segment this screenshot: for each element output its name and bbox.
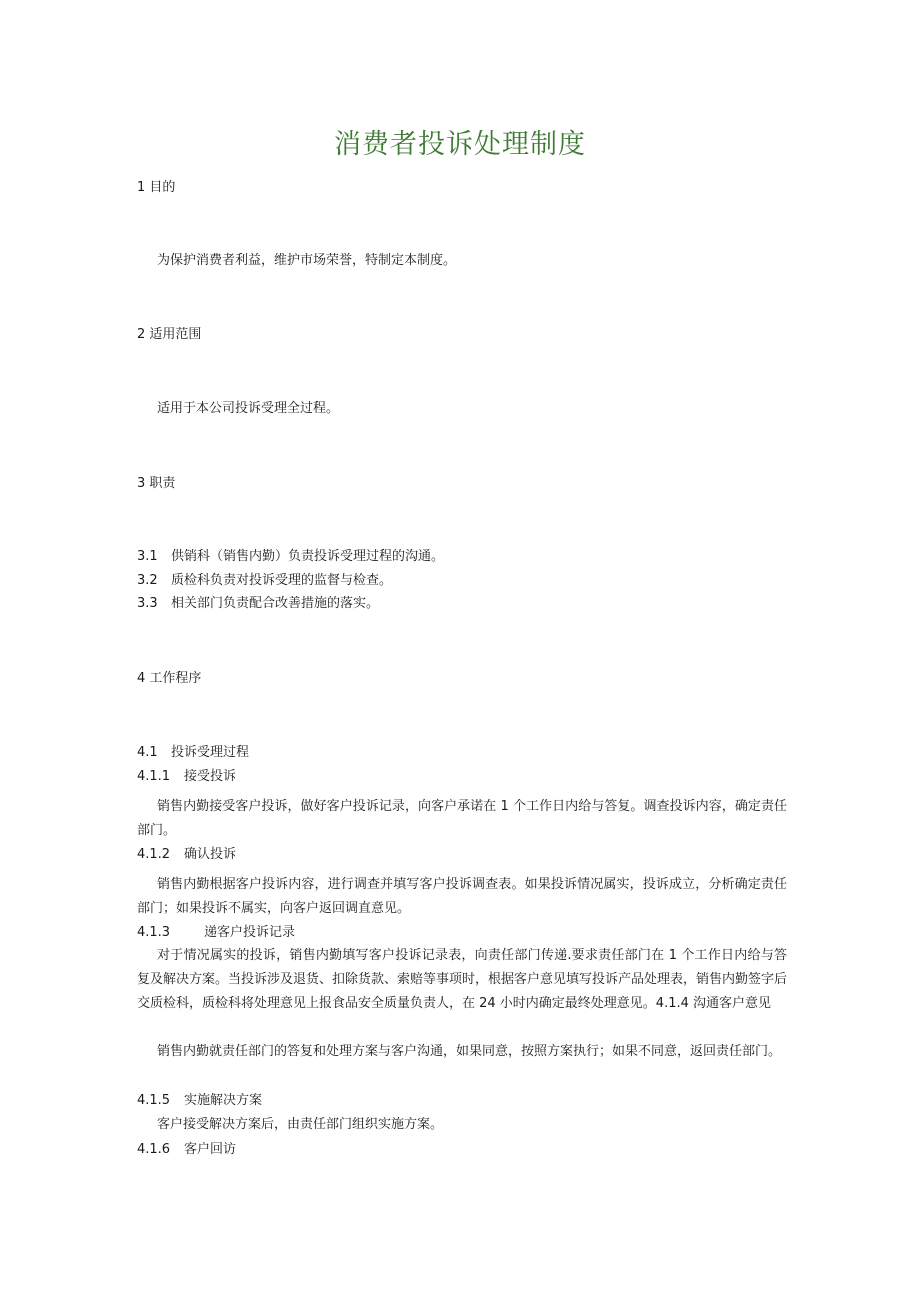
subsection-4-1-1 (137, 768, 236, 786)
item-text: 递客户投诉记录 (204, 925, 296, 940)
item-text: 客户回访 (184, 1142, 237, 1157)
subsection-4-1-4-text: 销售内勤就责任部门的答复和处理方案与客户沟通，如果同意，按照方案执行；如果不同意，返回责任部门。 (157, 1044, 782, 1059)
section-1-heading: 1 目的 (137, 180, 176, 195)
subsection-4-1-2 (137, 846, 236, 864)
section-3-item (137, 572, 392, 590)
item-number: 3.2 (137, 573, 158, 588)
section-3-heading: 3 职责 (137, 476, 176, 491)
section-2-heading: 2 适用范围 (137, 327, 202, 342)
section-2-text: 适用于本公司投诉受理全过程。 (157, 401, 340, 416)
item-number: 4.1.6 (137, 1142, 171, 1157)
item-text: 供销科（销售内勤）负责投诉受理过程的沟通。 (171, 549, 445, 564)
item-text: 实施解决方案 (184, 1093, 263, 1108)
item-number: 4.1 (137, 745, 158, 760)
subsection-4-1-6 (137, 1141, 236, 1159)
subsection-4-1-3 (137, 924, 295, 942)
item-text: 接受投诉 (184, 769, 237, 784)
page-title: 消费者投诉处理制度 (334, 129, 586, 160)
item-number: 4.1.3 (137, 925, 171, 940)
subsection-4-1-1-text: 销售内勤接受客户投诉，做好客户投诉记录，向客户承诺在 1 个工作日内给与答复。调查投诉内容，确定责任部门。 (137, 799, 787, 838)
section-3-item (137, 595, 379, 613)
section-1-text: 为保护消费者利益，维护市场荣誉，特制定本制度。 (157, 253, 457, 268)
section-4-heading: 4 工作程序 (137, 671, 202, 686)
subsection-4-1-5-text: 客户接受解决方案后，由责任部门组织实施方案。 (157, 1117, 444, 1132)
item-text: 相关部门负责配合改善措施的落实。 (171, 596, 380, 611)
subsection-4-1 (137, 744, 249, 762)
section-3-item (137, 548, 444, 566)
item-number: 4.1.2 (137, 847, 171, 862)
subsection-4-1-2-text: 销售内勤根据客户投诉内容，进行调查并填写客户投诉调查表。如果投诉情况属实，投诉成立，分析确定责任部门；如果投诉不属实，向客户返回调直意见。 (137, 877, 787, 916)
item-text: 质检科负责对投诉受理的监督与检查。 (171, 573, 393, 588)
subsection-4-1-3-text: 对于情况属实的投诉，销售内勤填写客户投诉记录表，向责任部门传递.要求责任部门在 1 个工作日内给与答复及解决方案。当投诉涉及退货、扣除货款、索赔等事项时，根据客户意见填写投诉产品处理表，销售内勤签字后交质检科，质检科将处理意见上报食品安全质量负责人，在 24 小时内确定最终处理意见。4.1.4 沟通客户意见 (137, 948, 788, 1011)
subsection-4-1-5 (137, 1092, 262, 1110)
item-number: 3.1 (137, 549, 158, 564)
item-number: 4.1.5 (137, 1093, 171, 1108)
item-number: 4.1.1 (137, 769, 171, 784)
item-text: 确认投诉 (184, 847, 237, 862)
item-number: 3.3 (137, 596, 158, 611)
item-text: 投诉受理过程 (171, 745, 250, 760)
